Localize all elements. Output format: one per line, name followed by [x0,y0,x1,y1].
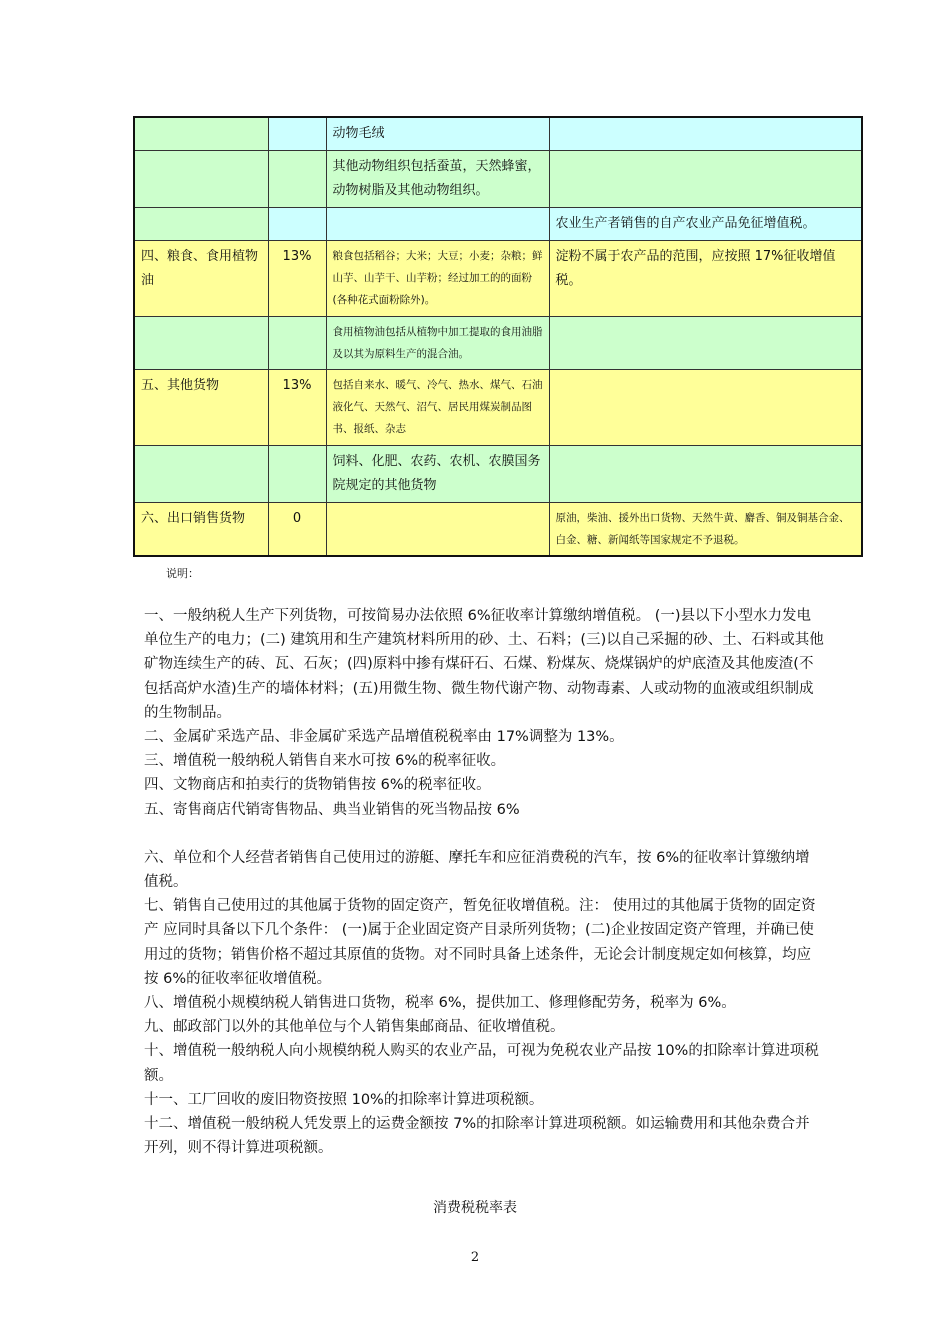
note-paragraph: 九、邮政部门以外的其他单位与个人销售集邮商品、征收增值税。 [144,1019,565,1036]
note-paragraph: 三、增值税一般纳税人销售自来水可按 6%的税率征收。 [144,753,506,770]
category-cell [134,117,268,151]
description-cell [326,503,549,557]
category-cell: 四、粮食、食用植物油 [134,241,268,317]
description-cell: 动物毛绒 [326,117,549,151]
note-cell [549,317,862,370]
note-cell [549,117,862,151]
description-cell: 饲料、化肥、农药、农机、农膜国务院规定的其他货物 [326,446,549,503]
rate-cell: 13% [268,370,326,446]
table-row [134,117,862,151]
note-paragraph: 十二、增值税一般纳税人凭发票上的运费金额按 7%的扣除率计算进项税额。如运输费用和其他杂费合并开列，则不得计算进项税额。 [144,1116,810,1157]
notes-section [144,604,824,1160]
note-cell [549,446,862,503]
category-cell: 五、其他货物 [134,370,268,446]
description-cell: 其他动物组织包括蚕茧，天然蜂蜜，动物树脂及其他动物组织。 [326,151,549,208]
description-cell: 粮食包括稻谷；大米；大豆；小麦；杂粮；鲜山芋、山芋干、山芋粉；经过加工的的面粉(各种花式面粉除外)。 [326,241,549,317]
table-row [134,241,862,317]
category-cell: 六、出口销售货物 [134,503,268,557]
note-paragraph: 七、销售自己使用过的其他属于货物的固定资产，暂免征收增值税。注： 使用过的其他属于货物的固定资产 应同时具备以下几个条件： (一)属于企业固定资产目录所列货物；(二)企业按固定资产管理，并确已使用过的货物；销售价格不超过其原值的货物。对不同时具备上述条件，无论会计制度规定如何核算，均应按 6%的征收率征收增值税。 [144,898,816,987]
rate-cell [268,446,326,503]
rate-cell [268,151,326,208]
table-row [134,208,862,241]
rate-cell [268,117,326,151]
description-cell: 食用植物油包括从植物中加工提取的食用油脂及以其为原料生产的混合油。 [326,317,549,370]
note-paragraph: 六、单位和个人经营者销售自己使用过的游艇、摩托车和应征消费税的汽车，按 6%的征收率计算缴纳增值税。 [144,849,810,891]
section-title: 消费税税率表 [433,1200,517,1216]
tax-rate-table [133,116,863,557]
note-cell: 农业生产者销售的自产农业产品免征增值税。 [549,208,862,241]
note-cell: 原油，柴油、援外出口货物、天然牛黄、麝香、铜及铜基合金、白金、糖、新闻纸等国家规定不予退税。 [549,503,862,557]
blank-line [144,822,824,846]
note-paragraph: 十、增值税一般纳税人向小规模纳税人购买的农业产品，可视为免税农业产品按 10%的扣除率计算进项税额。 [144,1043,819,1084]
table-row [134,151,862,208]
note-paragraph: 一、一般纳税人生产下列货物，可按简易办法依照 6%征收率计算缴纳增值税。 (一)县以下小型水力发电单位生产的电力；(二) 建筑用和生产建筑材料所用的砂、土、石料；(三)以自己采掘的砂、土、石料或其他矿物连续生产的砖、瓦、石灰；(四)原料中掺有煤矸石、石煤、粉煤灰、烧煤锅炉的炉底渣及其他废渣(不包括高炉水渣)生产的墙体材料；(五)用微生物、微生物代谢产物、动物毒素、人或动物的血液或组织制成的生物制品。 [144,608,824,721]
note-cell [549,151,862,208]
table-row [134,503,862,557]
rate-cell [268,317,326,370]
description-cell: 包括自来水、暖气、冷气、热水、煤气、石油液化气、天然气、沼气、居民用煤炭制品图书、报纸、杂志 [326,370,549,446]
note-paragraph: 十一、工厂回收的废旧物资按照 10%的扣除率计算进项税额。 [144,1091,544,1108]
category-cell [134,151,268,208]
note-paragraph: 八、增值税小规模纳税人销售进口货物，税率 6%，提供加工、修理修配劳务，税率为 6%。 [144,995,736,1012]
page-number: 2 [470,1250,480,1265]
table-row [134,317,862,370]
rate-cell [268,208,326,241]
note-cell [549,370,862,446]
rate-cell: 0 [268,503,326,557]
note-paragraph: 五、寄售商店代销寄售物品、典当业销售的死当物品按 6% [144,801,520,818]
category-cell [134,317,268,370]
rate-cell: 13% [268,241,326,317]
description-cell [326,208,549,241]
note-paragraph: 四、文物商店和拍卖行的货物销售按 6%的税率征收。 [144,777,491,794]
category-cell [134,208,268,241]
table-row [134,370,862,446]
table-row [134,446,862,503]
notes-label: 说明： [166,567,199,580]
category-cell [134,446,268,503]
note-cell: 淀粉不属于农产品的范围，应按照 17%征收增值税。 [549,241,862,317]
note-paragraph: 二、金属矿采选产品、非金属矿采选产品增值税税率由 17%调整为 13%。 [144,729,624,746]
